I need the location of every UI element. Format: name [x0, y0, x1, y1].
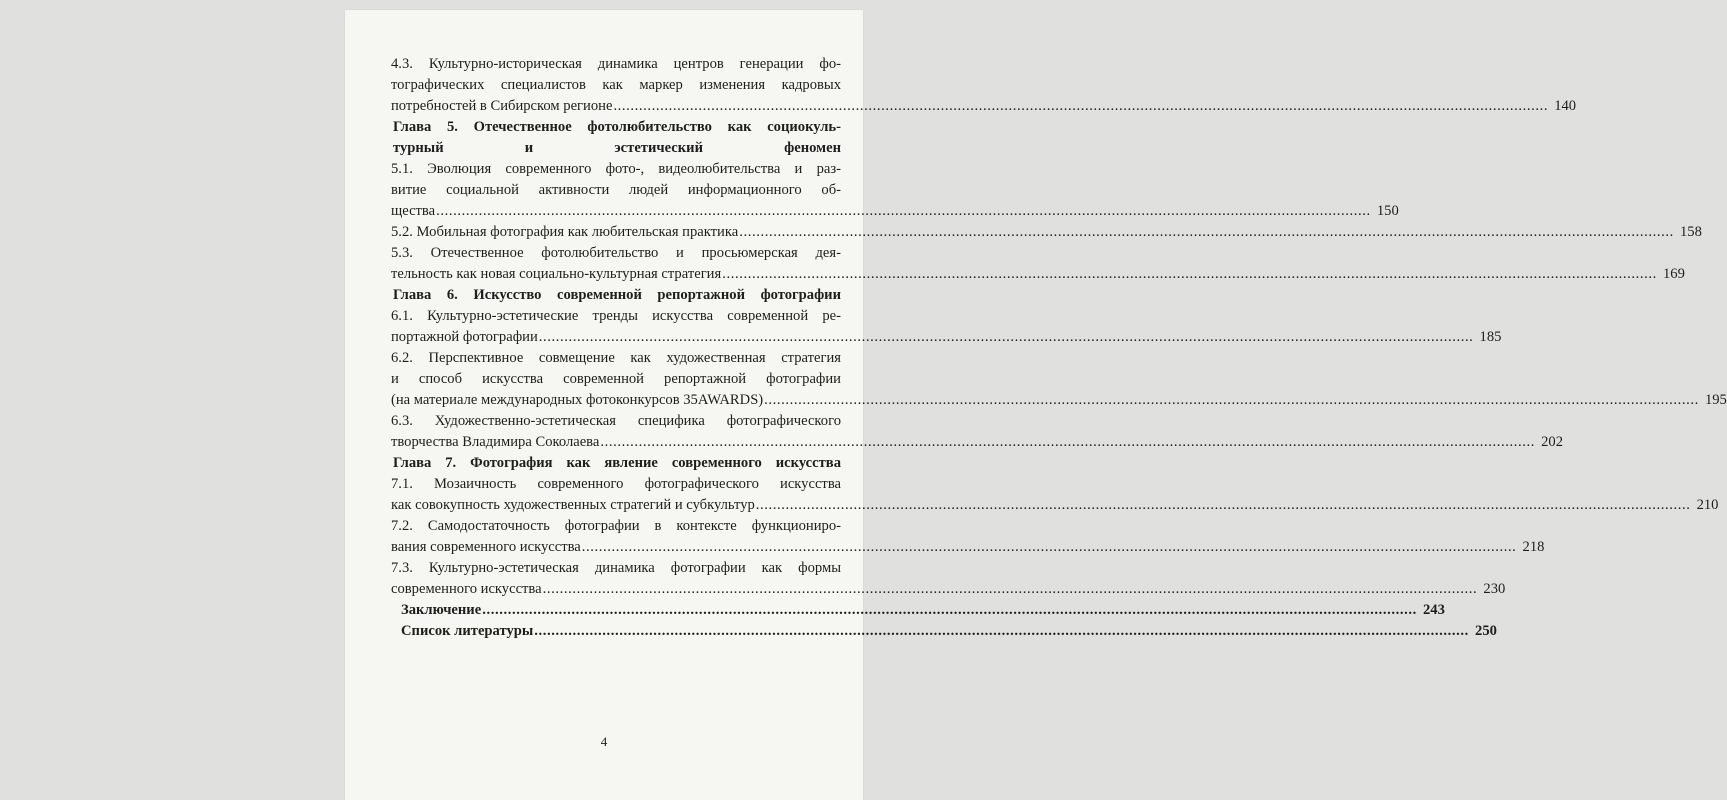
toc-entry-6-3 [391, 411, 1564, 453]
toc-page-number: 169 [1662, 266, 1685, 282]
toc-entry-lastline [391, 390, 1727, 411]
dot-leader: ............................................................................................................................................................................................................................ [482, 602, 1417, 618]
toc-entry-ch6 [391, 285, 841, 306]
toc-page-number: 195 [1704, 392, 1727, 408]
toc-page-number: 250 [1475, 623, 1497, 639]
toc-entry-title: 5.2. Мобильная фотография как любительская практика [391, 224, 739, 240]
toc-entry-lastline [391, 327, 1502, 348]
dot-leader: ............................................................................................................................................................................................................................ [600, 434, 1536, 450]
dot-leader: ............................................................................................................................................................................................................................ [436, 203, 1371, 219]
page-number: 4 [600, 734, 608, 749]
toc-entry-7-3 [391, 558, 1506, 600]
toc-entry-lastline [391, 264, 1685, 285]
toc-entry-6-2 [391, 348, 1727, 411]
toc-entry-ch5 [391, 117, 841, 159]
toc-entry-title: портажной фотографии [391, 329, 538, 345]
toc-entry-lastline [391, 579, 1506, 600]
dot-leader: ............................................................................................................................................................................................................................ [542, 581, 1478, 597]
dot-leader: ............................................................................................................................................................................................................................ [534, 623, 1469, 639]
dot-leader: ............................................................................................................................................................................................................................ [538, 329, 1474, 345]
toc-entry-references [391, 621, 1497, 642]
toc-entry-conclusion [391, 600, 1445, 621]
dot-leader: ............................................................................................................................................................................................................................ [613, 98, 1549, 114]
toc-page-number: 243 [1422, 602, 1445, 618]
toc-page-number: 210 [1696, 497, 1719, 513]
toc-entry-line: Глава 5. Отечественное фотолюбительство как социокуль- [393, 119, 841, 135]
toc-entry-title: творчества Владимира Соколаева [391, 434, 600, 450]
dot-leader: ............................................................................................................................................................................................................................ [739, 224, 1674, 240]
toc-entry-lastline [391, 96, 1577, 117]
toc-entry-title: современного искусства [391, 581, 542, 597]
toc-entry-6-1 [391, 306, 1502, 348]
toc-entry-line: и способ искусства современной репортажной фотографии [391, 371, 841, 387]
dot-leader: ............................................................................................................................................................................................................................ [581, 539, 1517, 555]
dot-leader: ............................................................................................................................................................................................................................ [722, 266, 1657, 282]
toc-entry-title: вания современного искусства [391, 539, 581, 555]
book-page [345, 10, 1727, 800]
toc-entry-5-1 [391, 159, 1399, 222]
toc-entry-lastline [391, 222, 1702, 243]
toc-entry-line: витие социальной активности людей информационного об- [391, 182, 841, 198]
toc-entry-title: тельность как новая социально-культурная стратегия [391, 266, 722, 282]
toc-page-number: 150 [1376, 203, 1399, 219]
dot-leader: ............................................................................................................................................................................................................................ [764, 392, 1699, 408]
toc-entry-title: Заключение [401, 602, 482, 618]
table-of-contents [391, 54, 1727, 642]
toc-entry-line: 5.3. Отечественное фотолюбительство и просьюмерская дея- [391, 245, 841, 261]
toc-page-number: 158 [1679, 224, 1702, 240]
toc-entry-lastline [401, 600, 1445, 621]
toc-entry-line: 5.1. Эволюция современного фото-, видеолюбительства и раз- [391, 161, 841, 177]
toc-entry-line: 6.3. Художественно-эстетическая специфика фотографического [391, 413, 841, 429]
toc-entry-5-3 [391, 243, 1685, 285]
toc-entry-title: щества [391, 203, 436, 219]
toc-entry-line: 7.3. Культурно-эстетическая динамика фотографии как формы [391, 560, 841, 576]
toc-entry-lastline [401, 621, 1497, 642]
toc-entry-7-1 [391, 474, 1719, 516]
toc-entry-line: 7.1. Мозаичность современного фотографического искусства [391, 476, 841, 492]
toc-entry-lastline [391, 201, 1399, 222]
toc-entry-title: потребностей в Сибирском регионе [391, 98, 613, 114]
toc-entry-7-2 [391, 516, 1545, 558]
toc-entry-line: турный и эстетический феномен [393, 140, 841, 156]
toc-page-number: 218 [1522, 539, 1545, 555]
toc-page-number: 202 [1541, 434, 1564, 450]
toc-entry-ch7 [391, 453, 841, 474]
toc-entry-title: (на материале международных фотоконкурсов 35AWARDS) [391, 392, 764, 408]
toc-entry-lastline [391, 432, 1564, 453]
toc-entry-line: 4.3. Культурно-историческая динамика центров генерации фо- [391, 56, 841, 72]
toc-entry-line: Глава 7. Фотография как явление современного искусства [393, 455, 841, 471]
toc-entry-line: 7.2. Самодостаточность фотографии в контексте функциониро- [391, 518, 841, 534]
toc-page-number: 140 [1554, 98, 1577, 114]
toc-entry-line: 6.1. Культурно-эстетические тренды искусства современной ре- [391, 308, 841, 324]
toc-entry-line: Глава 6. Искусство современной репортажной фотографии [393, 287, 841, 303]
toc-entry-title: Список литературы [401, 623, 534, 639]
toc-entry-lastline [391, 495, 1719, 516]
toc-entry-5-2 [391, 222, 1702, 243]
toc-entry-4-3 [391, 54, 1577, 117]
toc-page-number: 185 [1479, 329, 1502, 345]
dot-leader: ............................................................................................................................................................................................................................ [755, 497, 1691, 513]
toc-entry-line: тографических специалистов как маркер изменения кадровых [391, 77, 841, 93]
toc-page-number: 230 [1483, 581, 1506, 597]
toc-entry-line: 6.2. Перспективное совмещение как художественная стратегия [391, 350, 841, 366]
toc-entry-lastline [391, 537, 1545, 558]
toc-entry-title: как совокупность художественных стратегий и субкультур [391, 497, 755, 513]
